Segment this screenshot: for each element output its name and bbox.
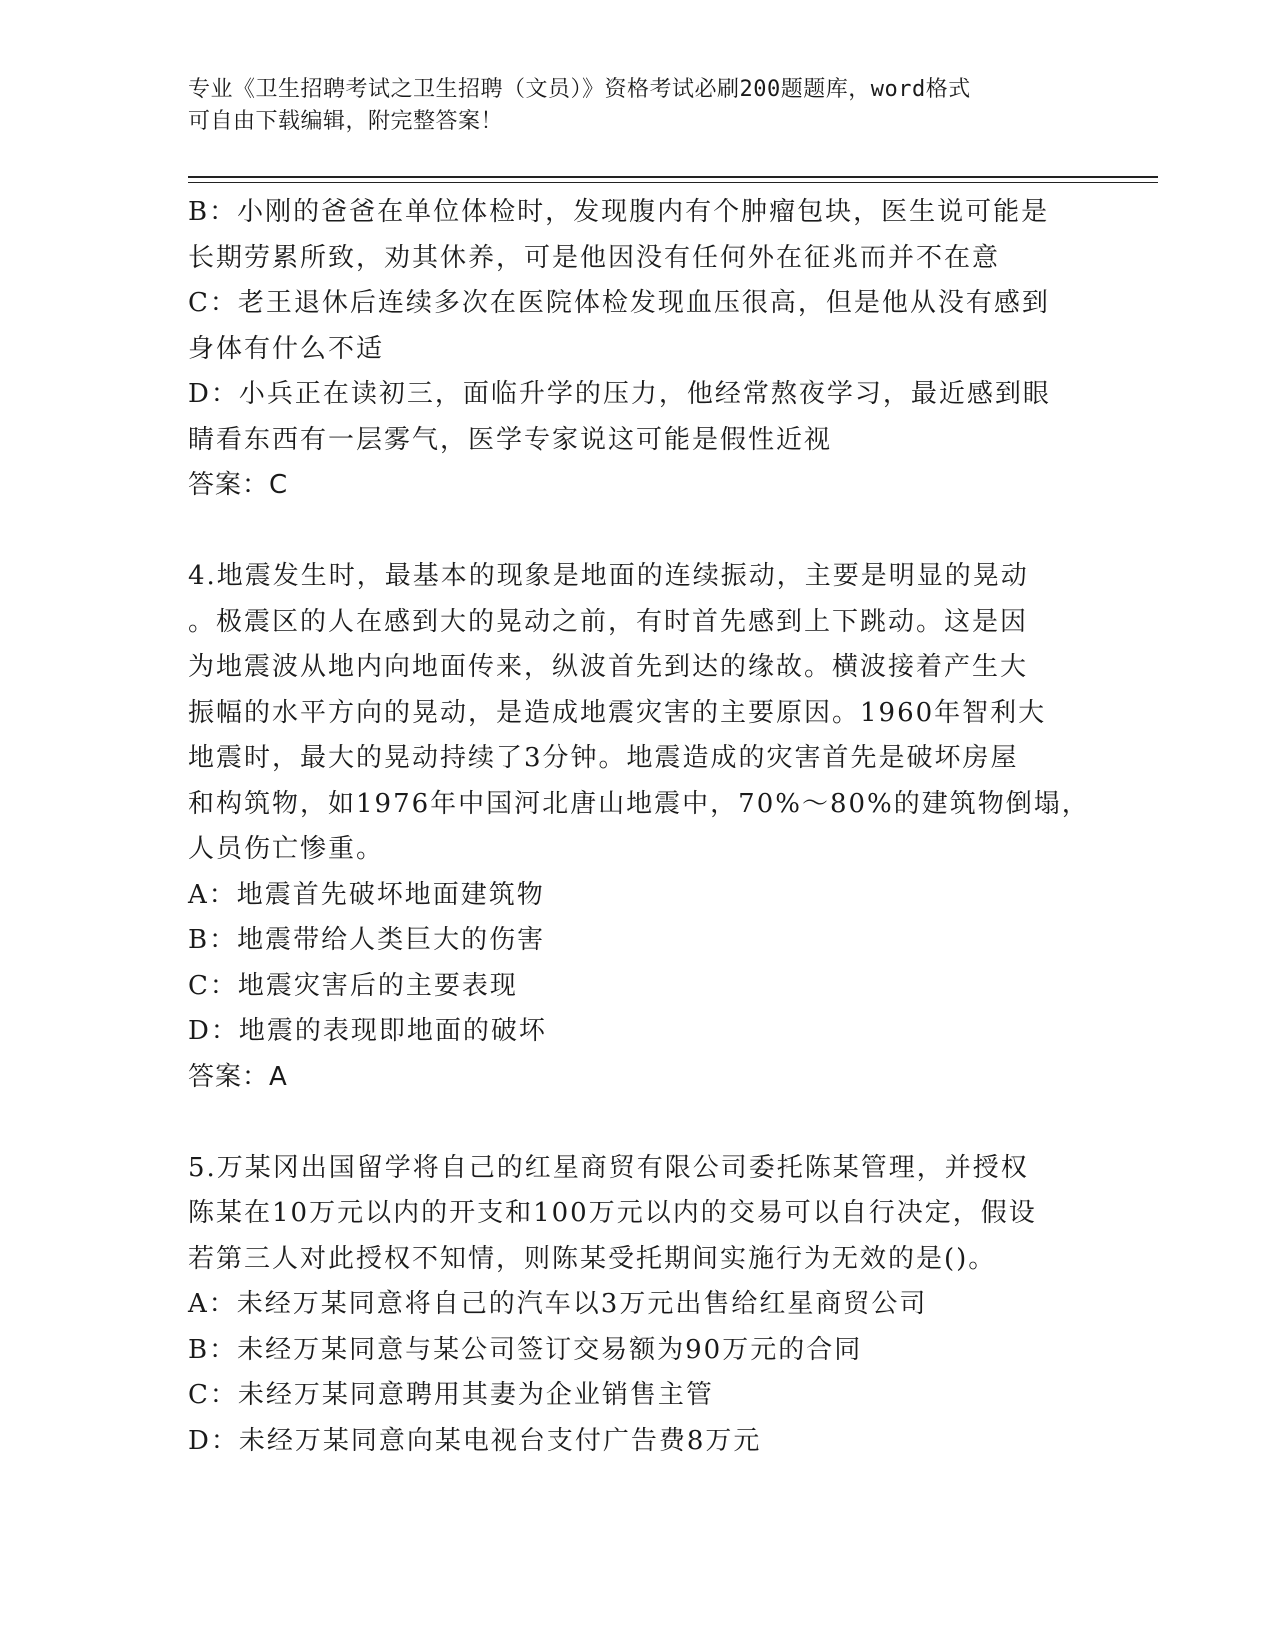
document-body (188, 190, 1088, 1464)
header-line-2: 可自由下载编辑，附完整答案！ (188, 109, 504, 134)
q3-option-c-line-2: 身体有什么不适 (188, 333, 385, 364)
q4-stem-line-1: 4.地震发生时，最基本的现象是地面的连续振动，主要是明显的晃动 (188, 561, 1029, 591)
question-4 (188, 554, 1088, 1100)
q4-stem-line-6: 和构筑物，如1976年中国河北唐山地震中，70%～80%的建筑物倒塌， (188, 788, 1090, 819)
q4-option-c: C：地震灾害后的主要表现 (188, 970, 518, 1001)
q4-option-b: B：地震带给人类巨大的伤害 (188, 925, 546, 955)
spacer (188, 509, 1088, 555)
question-5 (188, 1146, 1088, 1465)
q4-stem-line-2: 。极震区的人在感到大的晃动之前，有时首先感到上下跳动。这是因 (188, 606, 1029, 637)
q5-stem-line-3: 若第三人对此授权不知情，则陈某受托期间实施行为无效的是()。 (188, 1243, 997, 1274)
q3-option-d-line-2: 睛看东西有一层雾气，医学专家说这可能是假性近视 (188, 424, 833, 455)
q5-stem-line-2: 陈某在10万元以内的开支和100万元以内的交易可以自行决定，假设 (188, 1198, 1037, 1228)
q5-stem-line-1: 5.万某冈出国留学将自己的红星商贸有限公司委托陈某管理，并授权 (188, 1152, 1029, 1183)
q3-answer: 答案：C (188, 470, 289, 500)
q5-option-d: D：未经万某同意向某电视台支付广告费8万元 (188, 1425, 762, 1456)
header-rule-thick (188, 176, 1158, 178)
q5-option-c: C：未经万某同意聘用其妻为企业销售主管 (188, 1380, 714, 1410)
q4-stem-line-4: 振幅的水平方向的晃动，是造成地震灾害的主要原因。1960年智利大 (188, 697, 1047, 728)
q4-stem-line-5: 地震时，最大的晃动持续了3分钟。地震造成的灾害首先是破坏房屋 (188, 743, 1019, 773)
q4-answer: 答案：A (188, 1061, 288, 1092)
q4-stem-line-3: 为地震波从地内向地面传来，纵波首先到达的缘故。横波接着产生大 (188, 652, 1029, 682)
document-header (188, 74, 1068, 138)
q5-option-a: A：未经万某同意将自己的汽车以3万元出售给红星商贸公司 (188, 1289, 928, 1319)
question-3-continued (188, 190, 1088, 509)
spacer (188, 1100, 1088, 1146)
q4-stem-line-7: 人员伤亡惨重。 (188, 834, 385, 864)
header-rule-thin (188, 182, 1158, 183)
q3-option-d-line-1: D：小兵正在读初三，面临升学的压力，他经常熬夜学习，最近感到眼 (188, 379, 1051, 409)
q4-option-d: D：地震的表现即地面的破坏 (188, 1016, 547, 1046)
q3-option-c-line-1: C：老王退休后连续多次在医院体检发现血压很高，但是他从没有感到 (188, 288, 1050, 318)
header-line-1: 专业《卫生招聘考试之卫生招聘（文员）》资格考试必刷200题题库，word格式 (188, 77, 971, 102)
q5-option-b: B：未经万某同意与某公司签订交易额为90万元的合同 (188, 1334, 863, 1365)
q3-option-b-line-1: B：小刚的爸爸在单位体检时，发现腹内有个肿瘤包块，医生说可能是 (188, 197, 1050, 227)
q4-option-a: A：地震首先破坏地面建筑物 (188, 879, 545, 910)
q3-option-b-line-2: 长期劳累所致，劝其休养，可是他因没有任何外在征兆而并不在意 (188, 242, 1001, 273)
